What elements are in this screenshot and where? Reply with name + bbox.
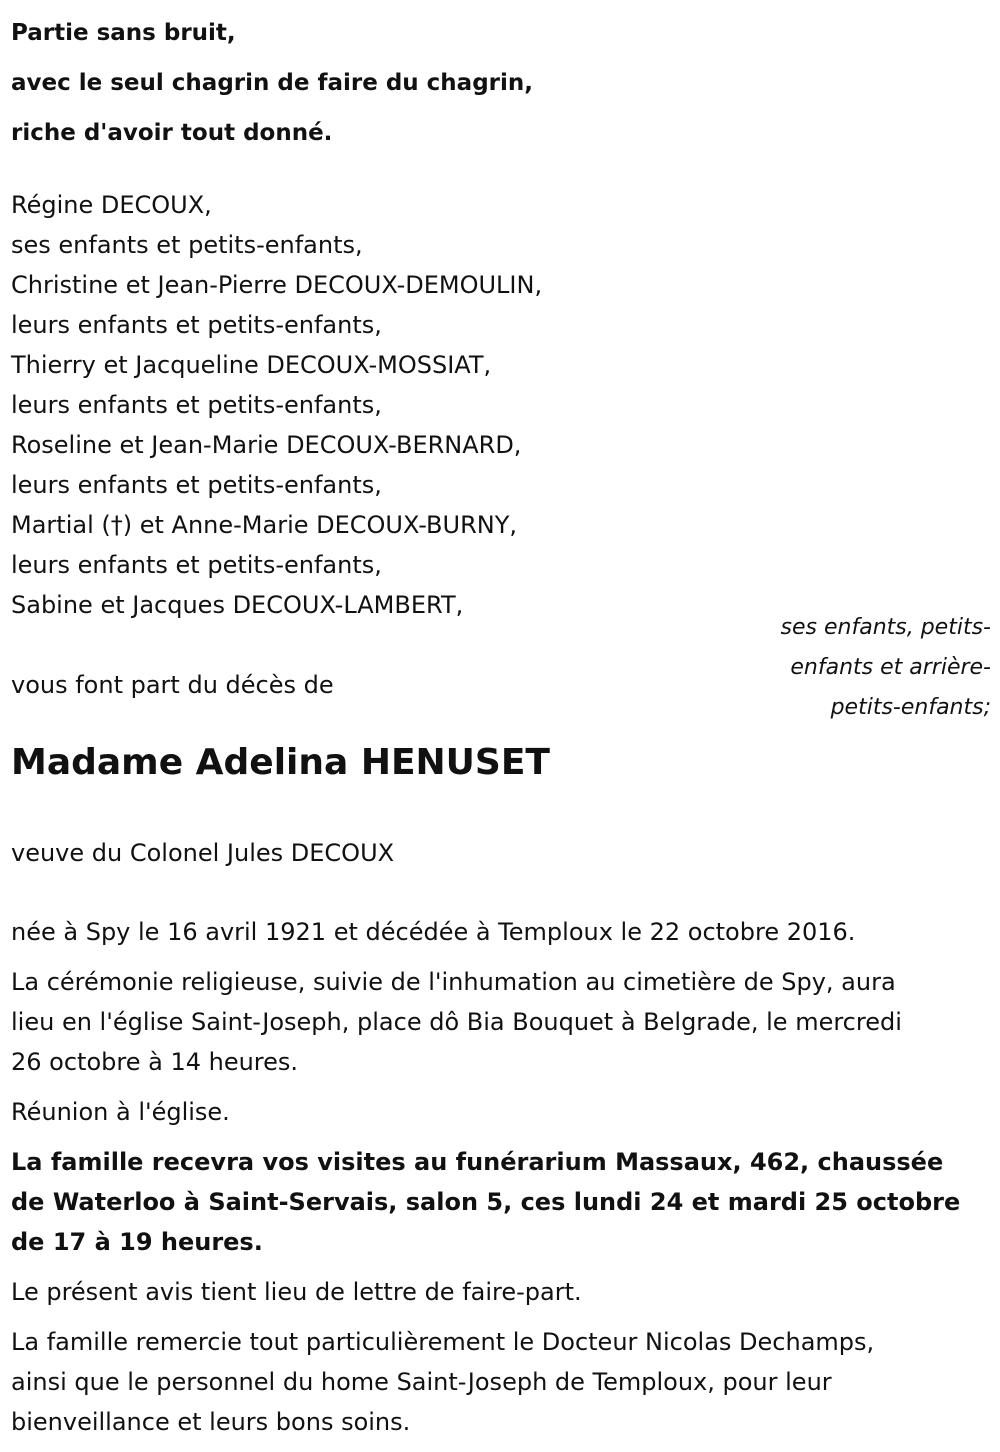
detail-line: Réunion à l'église. xyxy=(11,1098,230,1126)
family-line: Thierry et Jacqueline DECOUX-MOSSIAT, xyxy=(11,351,492,379)
detail-paragraph xyxy=(11,1322,991,1442)
detail-line: La famille recevra vos visites au funérarium Massaux, 462, chaussée xyxy=(11,1148,944,1176)
ceremony-details xyxy=(11,912,991,1452)
detail-line: de 17 à 19 heures. xyxy=(11,1228,263,1256)
detail-paragraph xyxy=(11,1272,991,1312)
poem-line: avec le seul chagrin de faire du chagrin, xyxy=(11,70,534,96)
detail-paragraph xyxy=(11,962,991,1082)
family-line: Roseline et Jean-Marie DECOUX-BERNARD, xyxy=(11,431,522,459)
detail-line: de Waterloo à Saint-Servais, salon 5, ces lundi 24 et mardi 25 octobre xyxy=(11,1188,961,1216)
detail-line: ainsi que le personnel du home Saint-Joseph de Temploux, pour leur xyxy=(11,1368,832,1396)
detail-line: 26 octobre à 14 heures. xyxy=(11,1048,299,1076)
poem-line: riche d'avoir tout donné. xyxy=(11,120,333,146)
poem-line: Partie sans bruit, xyxy=(11,20,236,46)
descendants-note-line: petits-enfants; xyxy=(830,695,991,720)
family-line: Régine DECOUX, xyxy=(11,191,212,219)
family-line: Sabine et Jacques DECOUX-LAMBERT, xyxy=(11,591,464,619)
detail-paragraph xyxy=(11,1092,991,1132)
detail-line: Le présent avis tient lieu de lettre de faire-part. xyxy=(11,1278,582,1306)
family-line: Christine et Jean-Pierre DECOUX-DEMOULIN, xyxy=(11,271,543,299)
descendants-note xyxy=(731,608,991,728)
detail-line: lieu en l'église Saint-Joseph, place dô Bia Bouquet à Belgrade, le mercredi xyxy=(11,1008,902,1036)
descendants-note-line: ses enfants, petits- xyxy=(780,615,991,640)
epitaph-poem xyxy=(11,8,711,158)
family-line: Martial (†) et Anne-Marie DECOUX-BURNY, xyxy=(11,511,517,539)
family-list xyxy=(11,185,731,625)
family-line: leurs enfants et petits-enfants, xyxy=(11,391,382,419)
deceased-name: Madame Adelina HENUSET xyxy=(11,742,550,783)
family-line: leurs enfants et petits-enfants, xyxy=(11,551,382,579)
detail-paragraph xyxy=(11,1142,991,1262)
detail-paragraph xyxy=(11,912,991,952)
family-line: leurs enfants et petits-enfants, xyxy=(11,311,382,339)
detail-line: bienveillance et leurs bons soins. xyxy=(11,1408,411,1436)
family-line: ses enfants et petits-enfants, xyxy=(11,231,363,259)
detail-line: La famille remercie tout particulièrement le Docteur Nicolas Dechamps, xyxy=(11,1328,875,1356)
descendants-note-line: enfants et arrière- xyxy=(790,655,991,680)
detail-line: La cérémonie religieuse, suivie de l'inhumation au cimetière de Spy, aura xyxy=(11,968,896,996)
announcement-text: vous font part du décès de xyxy=(11,671,334,699)
widow-of-text: veuve du Colonel Jules DECOUX xyxy=(11,839,395,867)
detail-line: née à Spy le 16 avril 1921 et décédée à Temploux le 22 octobre 2016. xyxy=(11,918,856,946)
family-line: leurs enfants et petits-enfants, xyxy=(11,471,382,499)
